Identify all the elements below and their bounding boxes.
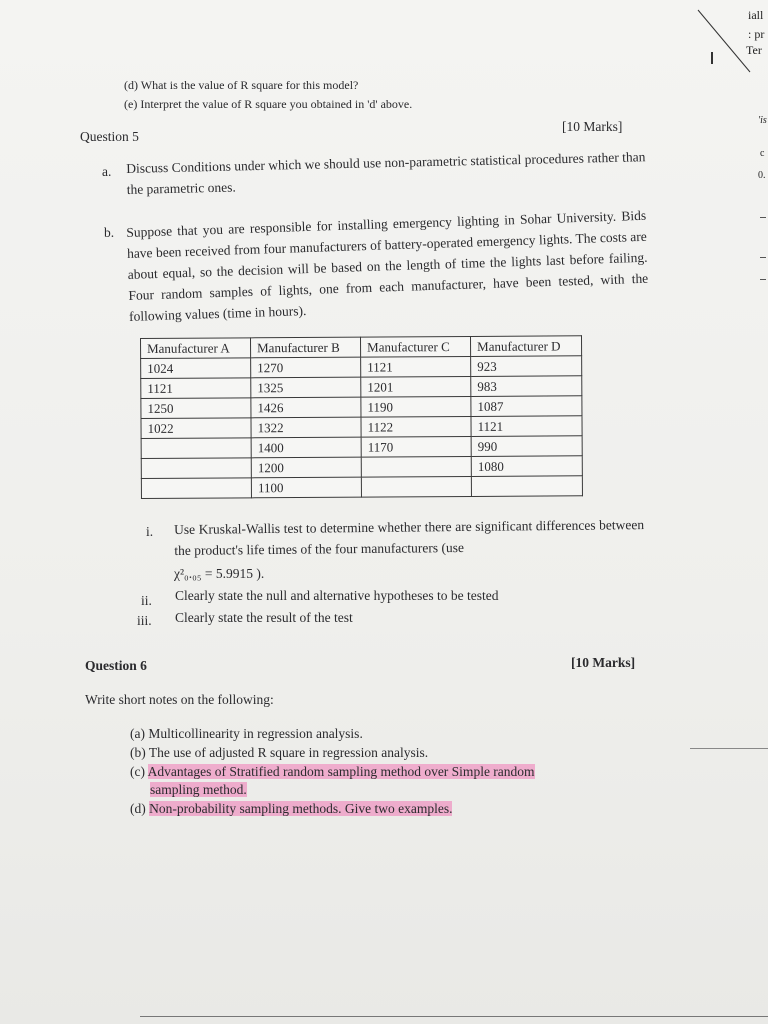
table-header: Manufacturer B: [251, 337, 361, 358]
q6-item-d: [130, 801, 452, 817]
table-cell: 1024: [141, 358, 251, 379]
table-row: [141, 436, 582, 459]
table-cell: 1100: [251, 477, 361, 498]
q6-item-c: [130, 764, 535, 780]
question-6-title: Question 6: [85, 658, 147, 673]
lifetime-table: [140, 335, 583, 499]
table-cell: 1250: [141, 398, 251, 419]
table-cell: [361, 456, 471, 477]
q6-item-c-prefix: (c): [130, 764, 148, 779]
table-cell: 1087: [471, 396, 582, 417]
table-cell: 1080: [471, 456, 582, 477]
q6-item-c-highlight: Advantages of Stratified random sampling method over Simple random: [147, 764, 535, 779]
table-cell: [361, 476, 471, 497]
q6-item-b: (b) The use of adjusted R square in regression analysis.: [130, 745, 429, 760]
table-cell: 1190: [361, 396, 471, 417]
q5-i-label: i.: [146, 524, 154, 539]
table-header: Manufacturer D: [471, 336, 582, 357]
prev-item-e: (e) Interpret the value of R square you obtained in 'd' above.: [124, 97, 413, 111]
prev-item-d: (d) What is the value of R square for this model?: [124, 78, 359, 92]
q6-item-d-highlight: Non-probability sampling methods. Give two examples.: [149, 801, 453, 816]
margin-dash: [760, 257, 766, 258]
table-cell: 983: [471, 376, 582, 397]
table-cell: 1022: [141, 418, 251, 439]
table-cell: 1325: [251, 377, 361, 398]
table-row: [141, 416, 582, 439]
table-row: [141, 376, 582, 399]
table-cell: 1270: [251, 357, 361, 378]
table-cell: 1121: [361, 356, 471, 377]
table-cell: [471, 476, 582, 497]
table-cell: [141, 458, 251, 479]
q5-a-text: Discuss Conditions under which we should use non-parametric statistical procedures rather than the parametric ones.: [126, 149, 646, 197]
q6-item-c-cont: [150, 782, 247, 798]
table-cell: 923: [471, 356, 582, 377]
q6-item-a: (a) Multicollinearity in regression analysis.: [130, 726, 363, 741]
margin-text-4: 'is: [758, 115, 767, 126]
q5-i-text: Use Kruskal-Wallis test to determine whether there are significant differences between the product's life times of the four manufacturers (use: [174, 517, 645, 558]
table-row: [141, 476, 582, 499]
table-cell: 1121: [471, 416, 582, 437]
table-cell: 1121: [141, 378, 251, 399]
table-cell: 1122: [361, 416, 471, 437]
table-cell: 1170: [361, 436, 471, 457]
table-cell: [141, 478, 251, 499]
table-cell: 1426: [251, 397, 361, 418]
bottom-edge-line: [140, 1016, 768, 1017]
table-row: [141, 356, 582, 379]
table-row: [141, 456, 582, 479]
margin-text-6: 0.: [758, 170, 766, 181]
q5-ii-text: Clearly state the null and alternative hypotheses to be tested: [175, 588, 499, 603]
q6-item-d-prefix: (d): [130, 801, 150, 816]
table-header: Manufacturer C: [361, 336, 471, 357]
q5-iii-text: Clearly state the result of the test: [175, 610, 353, 625]
margin-text-1: iall: [748, 8, 764, 22]
q6-item-c-highlight-2: sampling method.: [150, 782, 247, 797]
q5-i-formula: χ²₀.₀₅ = 5.9915 ).: [174, 566, 265, 581]
question-5-title: Question 5: [80, 129, 139, 144]
table-cell: 1322: [251, 417, 361, 438]
q6-intro: Write short notes on the following:: [85, 692, 274, 707]
margin-text-3: Ter: [746, 43, 762, 57]
table-cell: 990: [471, 436, 582, 457]
table-cell: 1201: [361, 376, 471, 397]
q5-ii-label: ii.: [141, 593, 152, 608]
table-cell: [141, 438, 251, 459]
margin-text-2: : pr: [748, 27, 765, 41]
margin-dash: [760, 279, 766, 280]
table-header-row: [141, 336, 582, 359]
q5-a-label: a.: [102, 164, 112, 179]
margin-text-5: c: [760, 148, 765, 159]
q5-b-label: b.: [104, 225, 115, 240]
margin-rule: [690, 748, 768, 749]
table-cell: 1200: [251, 457, 361, 478]
question-5-marks: [10 Marks]: [562, 119, 623, 134]
q5-iii-label: iii.: [137, 613, 152, 628]
q5-b-text: Suppose that you are responsible for installing emergency lighting in Sohar University. Bids have been received from four manufacturers of battery-operated emergency lights. The costs are about equal, so the decision will be based on the length of time the lights last before failing. Four random samples of lights, one from each manufacturer, have been tested, with the following values (time in hours).: [126, 207, 649, 324]
margin-dash: [760, 217, 766, 218]
question-6-marks: [10 Marks]: [571, 655, 636, 670]
table-row: [141, 396, 582, 419]
table-cell: 1400: [251, 437, 361, 458]
table-header: Manufacturer A: [141, 338, 251, 359]
